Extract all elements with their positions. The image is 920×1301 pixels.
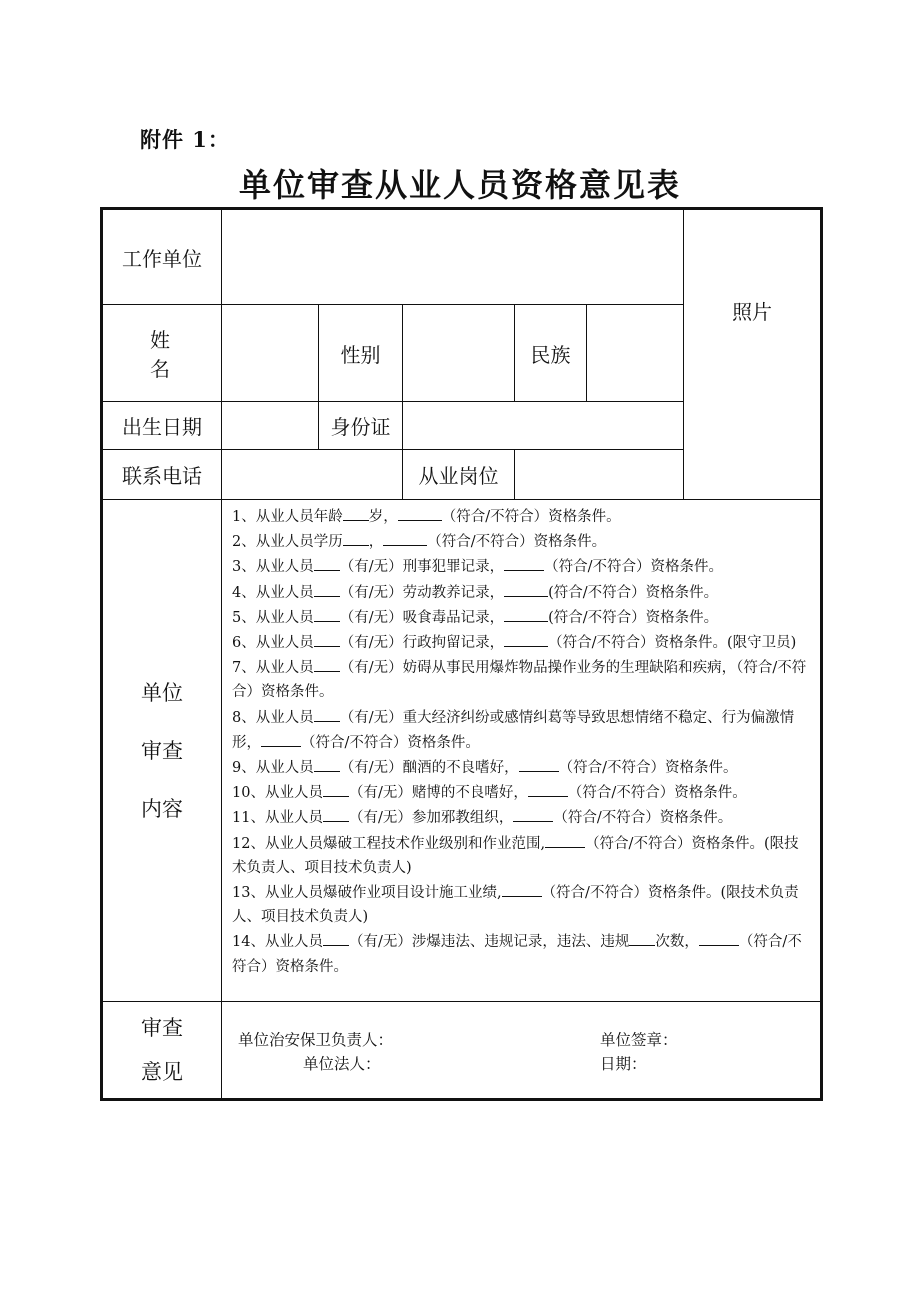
review-item: 14、从业人员 （有/无）涉爆违法、违规记录，违法、违规 次数， （符合/不符合）资格条件。 bbox=[232, 929, 812, 978]
review-item: 7、从业人员 （有/无）妨碍从事民用爆炸物品操作业务的生理缺陷和疾病，（符合/不符合）资格条件。 bbox=[232, 655, 812, 704]
item-9-result-blank[interactable] bbox=[519, 755, 559, 772]
item-3-result-blank[interactable] bbox=[504, 554, 544, 571]
age-blank[interactable] bbox=[343, 504, 369, 521]
item-14-yesno-blank[interactable] bbox=[323, 929, 349, 946]
photo-label: 照片 bbox=[732, 300, 773, 324]
review-content-label: 单位 审查 内容 bbox=[102, 500, 222, 1002]
item-13-result-blank[interactable] bbox=[502, 880, 542, 897]
review-item: 6、从业人员 （有/无）行政拘留记录， （符合/不符合）资格条件。(限守卫员) bbox=[232, 630, 812, 655]
work-unit-label: 工作单位 bbox=[102, 209, 222, 305]
position-input[interactable] bbox=[515, 450, 684, 500]
review-item: 3、从业人员 （有/无）刑事犯罪记录， （符合/不符合）资格条件。 bbox=[232, 554, 812, 579]
education-blank[interactable] bbox=[343, 529, 369, 546]
item-14-count-blank[interactable] bbox=[629, 929, 655, 946]
item-10-yesno-blank[interactable] bbox=[323, 780, 349, 797]
date-label: 日期： bbox=[600, 1054, 647, 1073]
review-item: 1、从业人员年龄 岁， （符合/不符合）资格条件。 bbox=[232, 504, 812, 529]
review-item: 13、从业人员爆破作业项目设计施工业绩, （符合/不符合）资格条件。(限技术负责人、项目技术负责人) bbox=[232, 880, 812, 929]
position-label: 从业岗位 bbox=[403, 450, 515, 500]
review-item: 5、从业人员 （有/无）吸食毒品记录， (符合/不符合）资格条件。 bbox=[232, 605, 812, 630]
item-5-yesno-blank[interactable] bbox=[314, 605, 340, 622]
item-8-result-blank[interactable] bbox=[261, 730, 301, 747]
item-3-yesno-blank[interactable] bbox=[314, 554, 340, 571]
item-11-result-blank[interactable] bbox=[513, 805, 553, 822]
security-head-label: 单位治安保卫负责人： bbox=[238, 1030, 394, 1049]
work-unit-input[interactable] bbox=[222, 209, 684, 305]
id-card-label: 身份证 bbox=[319, 402, 403, 450]
review-item: 10、从业人员 （有/无）赌博的不良嗜好， （符合/不符合）资格条件。 bbox=[232, 780, 812, 805]
item-8-yesno-blank[interactable] bbox=[314, 705, 340, 722]
id-card-input[interactable] bbox=[403, 402, 684, 450]
qualification-form bbox=[100, 207, 823, 1101]
annex-label: 附件 1： bbox=[140, 127, 230, 152]
item-9-yesno-blank[interactable] bbox=[314, 755, 340, 772]
review-item: 12、从业人员爆破工程技术作业级别和作业范围, （符合/不符合）资格条件。(限技术负责人、项目技术负责人) bbox=[232, 831, 812, 880]
review-items bbox=[222, 500, 822, 1002]
item-2-result-blank[interactable] bbox=[383, 529, 427, 546]
ethnicity-label: 民族 bbox=[515, 305, 587, 402]
review-item: 4、从业人员 （有/无）劳动教养记录， (符合/不符合）资格条件。 bbox=[232, 580, 812, 605]
item-6-result-blank[interactable] bbox=[504, 630, 548, 647]
item-7-yesno-blank[interactable] bbox=[314, 655, 340, 672]
review-item: 2、从业人员学历 ， （符合/不符合）资格条件。 bbox=[232, 529, 812, 554]
review-item: 11、从业人员 （有/无）参加邪教组织， （符合/不符合）资格条件。 bbox=[232, 805, 812, 830]
item-10-result-blank[interactable] bbox=[528, 780, 568, 797]
item-6-yesno-blank[interactable] bbox=[314, 630, 340, 647]
review-opinion-label: 审查 意见 bbox=[102, 1001, 222, 1099]
unit-seal-label: 单位签章： bbox=[600, 1030, 678, 1049]
item-4-result-blank[interactable] bbox=[504, 580, 548, 597]
item-5-result-blank[interactable] bbox=[504, 605, 548, 622]
name-input[interactable] bbox=[222, 305, 319, 402]
phone-input[interactable] bbox=[222, 450, 403, 500]
review-item: 8、从业人员 （有/无）重大经济纠纷或感情纠葛等导致思想情绪不稳定、行为偏激情形， （符合/不符合）资格条件。 bbox=[232, 705, 812, 755]
birth-date-input[interactable] bbox=[222, 402, 319, 450]
ethnicity-input[interactable] bbox=[587, 305, 684, 402]
form-title: 单位审查从业人员资格意见表 bbox=[238, 166, 681, 204]
item-4-yesno-blank[interactable] bbox=[314, 580, 340, 597]
gender-label: 性别 bbox=[319, 305, 403, 402]
review-item: 9、从业人员 （有/无）酗酒的不良嗜好， （符合/不符合）资格条件。 bbox=[232, 755, 812, 780]
item-1-result-blank[interactable] bbox=[398, 504, 442, 521]
photo-box[interactable] bbox=[684, 209, 822, 500]
signature-area[interactable] bbox=[222, 1001, 822, 1099]
gender-input[interactable] bbox=[403, 305, 515, 402]
phone-label: 联系电话 bbox=[102, 450, 222, 500]
birth-date-label: 出生日期 bbox=[102, 402, 222, 450]
legal-rep-label: 单位法人： bbox=[303, 1054, 381, 1073]
item-14-result-blank[interactable] bbox=[699, 929, 739, 946]
name-label: 姓名 bbox=[102, 305, 222, 402]
item-11-yesno-blank[interactable] bbox=[323, 805, 349, 822]
item-12-result-blank[interactable] bbox=[545, 831, 585, 848]
